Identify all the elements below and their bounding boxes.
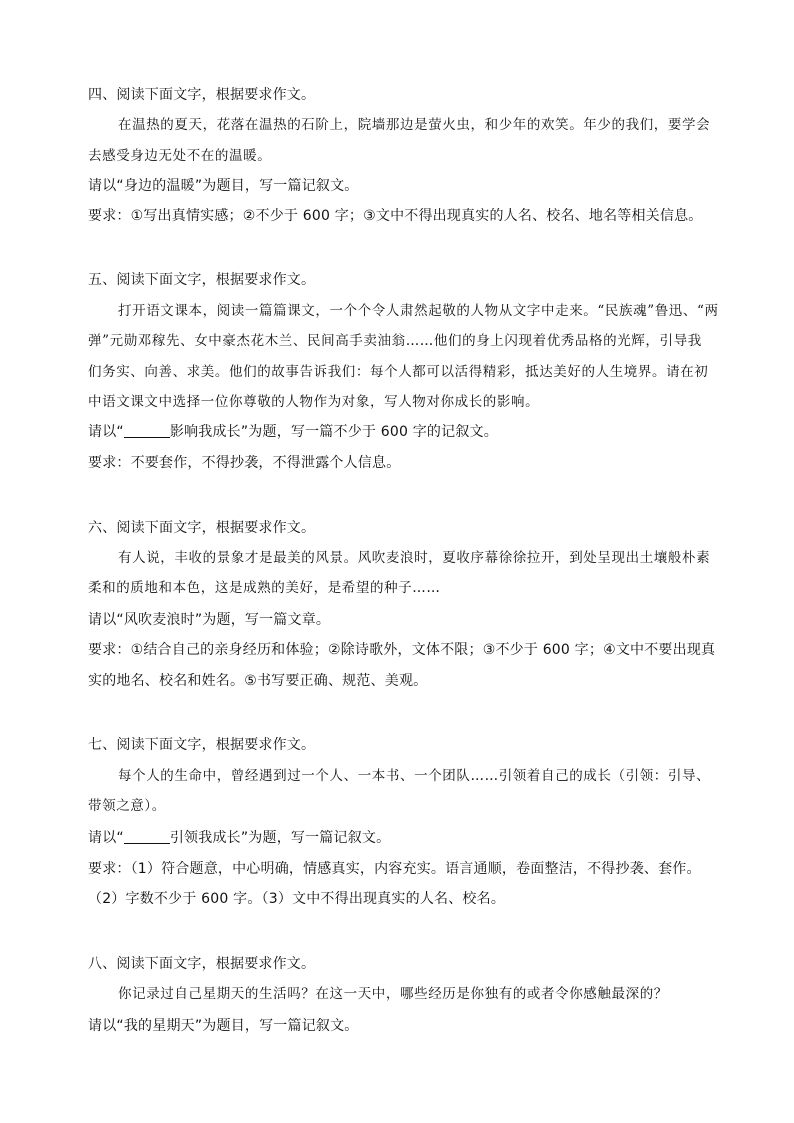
title-blank [124,829,170,844]
requirements: 实的地名、校名和姓名。⑤书写要正确、规范、美观。 [88,673,428,689]
material-text: 打开语文课本，阅读一篇篇课文，一个个令人肃然起敬的人物从文字中走来。“民族魂”鲁迅、“两 [118,303,719,319]
requirements: 要求：①结合自己的亲身经历和体验；②除诗歌外，文体不限；③不少于 600 字；④文中不要出现真 [88,642,716,658]
prompt-prefix: 请以“ [88,830,124,846]
material-text: 去感受身边无处不在的温暖。 [88,148,272,164]
section-heading: 六、阅读下面文字，根据要求作文。 [88,520,316,536]
requirements: 要求：①写出真情实感；②不少于 600 字；③文中不得出现真实的人名、校名、地名等相关信息。 [88,208,703,224]
material-text: 中语文课文中选择一位你尊敬的人物作为对象，写人物对你成长的影响。 [88,394,540,410]
prompt-prefix: 请以“ [88,424,124,440]
requirements: 要求：不要套作，不得抄袭，不得泄露个人信息。 [88,455,401,471]
material-text: 弹”元勋邓稼先、女中豪杰花木兰、民间高手卖油翁……他们的身上闪现着优秀品格的光辉，引导我 [88,333,702,349]
requirements: （2）字数不少于 600 字。（3）文中不得出现真实的人名、校名。 [88,891,506,907]
material-text: 柔和的质地和本色，这是成熟的美好，是希望的种子…… [88,580,441,596]
title-blank [124,423,170,438]
material-text: 带领之意）。 [88,798,166,814]
prompt-suffix: 引领我成长”为题，写一篇记叙文。 [169,830,391,846]
section-heading: 五、阅读下面文字，根据要求作文。 [88,272,316,288]
essay-prompt: 请以“身边的温暖”为题目，写一篇记叙文。 [88,178,359,194]
material-text: 有人说，丰收的景象才是最美的风景。风吹麦浪时，夏收序幕徐徐拉开，到处呈现出土壤般朴素 [118,550,711,566]
requirements: 要求：（1）符合题意，中心明确，情感真实，内容充实。语言通顺，卷面整洁，不得抄袭、套作。 [88,861,701,877]
essay-prompt: 请以“我的星期天”为题目，写一篇记叙文。 [88,1018,359,1034]
material-text: 每个人的生命中，曾经遇到过一个人、一本书、一个团队……引领着自己的成长（引领：引导、 [118,768,711,784]
essay-prompt [88,829,390,847]
section-heading: 四、阅读下面文字，根据要求作文。 [88,87,316,103]
section-heading: 八、阅读下面文字，根据要求作文。 [88,956,316,972]
prompt-suffix: 影响我成长”为题，写一篇不少于 600 字的记叙文。 [169,424,498,440]
essay-prompt: 请以“风吹麦浪时”为题，写一篇文章。 [88,612,331,628]
material-text: 们务实、向善、求美。他们的故事告诉我们：每个人都可以活得精彩，抵达美好的人生境界。请在初 [88,364,709,380]
material-text: 你记录过自己星期天的生活吗？在这一天中，哪些经历是你独有的或者令你感触最深的？ [118,986,668,1002]
essay-prompt [88,423,498,441]
section-heading: 七、阅读下面文字，根据要求作文。 [88,737,316,753]
material-text: 在温热的夏天，花落在温热的石阶上，院墙那边是萤火虫，和少年的欢笑。年少的我们，要学会 [118,117,711,133]
